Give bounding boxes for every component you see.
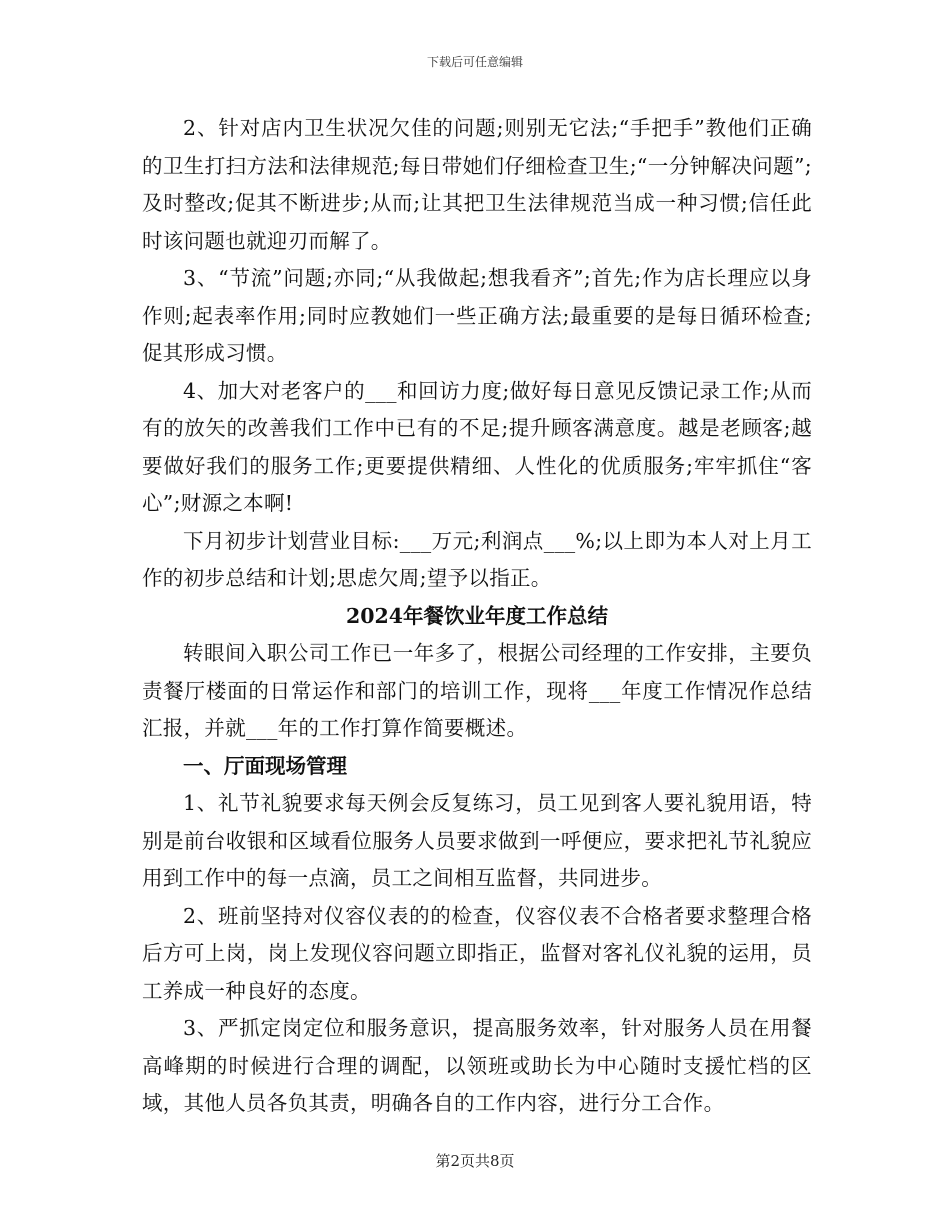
section-title: 2024年餐饮业年度工作总结 xyxy=(345,603,609,628)
heading-floor-management: 一、厅面现场管理 xyxy=(183,753,347,778)
paragraph-service-efficiency: 3、严抓定岗定位和服务意识，提高服务效率，针对服务人员在用餐高峰期的时候进行合理的调配，以领班或助长为中心随时支援忙档的区域，其他人员各负其责，明确各自的工作内容，进行分工合作。 xyxy=(142,1016,812,1115)
paragraph-appearance-check: 2、班前坚持对仪容仪表的的检查，仪容仪表不合格者要求整理合格后方可上岗，岗上发现仪容问题立即指正，监督对客礼仪礼貌的运用，员工养成一种良好的态度。 xyxy=(142,903,812,1003)
paragraph-hygiene: 2、针对店内卫生状况欠佳的问题;则别无它法;“手把手”教他们正确的卫生打扫方法和法律规范;每日带她们仔细检查卫生;“一分钟解决问题”;及时整改;促其不断进步;从而;让其把卫生法律规范当成一种习惯;信任此时该问题也就迎刃而解了。 xyxy=(142,116,812,253)
page-number: 第2页共8页 xyxy=(435,1152,515,1170)
document-body xyxy=(142,110,812,1123)
paragraph-old-customers: 4、加大对老客户的___和回访力度;做好每日意见反馈记录工作;从而有的放矢的改善我们工作中已有的不足;提升顾客满意度。越是老顾客;越要做好我们的服务工作;更要提供精细、人性化的优质服务;牢牢抓住“客心”;财源之本啊! xyxy=(142,378,812,515)
paragraph-etiquette: 1、礼节礼貌要求每天例会反复练习，员工见到客人要礼貌用语，特别是前台收银和区域看位服务人员要求做到一呼便应，要求把礼节礼貌应用到工作中的每一点滴，员工之间相互监督，共同进步。 xyxy=(142,791,812,890)
paragraph-cost-saving: 3、“节流”问题;亦同;“从我做起;想我看齐”;首先;作为店长理应以身作则;起表率作用;同时应教她们一些正确方法;最重要的是每日循环检查;促其形成习惯。 xyxy=(142,266,812,365)
paragraph-intro: 转眼间入职公司工作已一年多了，根据公司经理的工作安排，主要负责餐厅楼面的日常运作和部门的培训工作，现将___年度工作情况作总结汇报，并就___年的工作打算作简要概述。 xyxy=(142,641,812,740)
header-note: 下载后可任意编辑 xyxy=(426,55,523,69)
paragraph-next-month-plan: 下月初步计划营业目标:___万元;利润点___%;以上即为本人对上月工作的初步总结和计划;思虑欠周;望予以指正。 xyxy=(142,528,812,590)
